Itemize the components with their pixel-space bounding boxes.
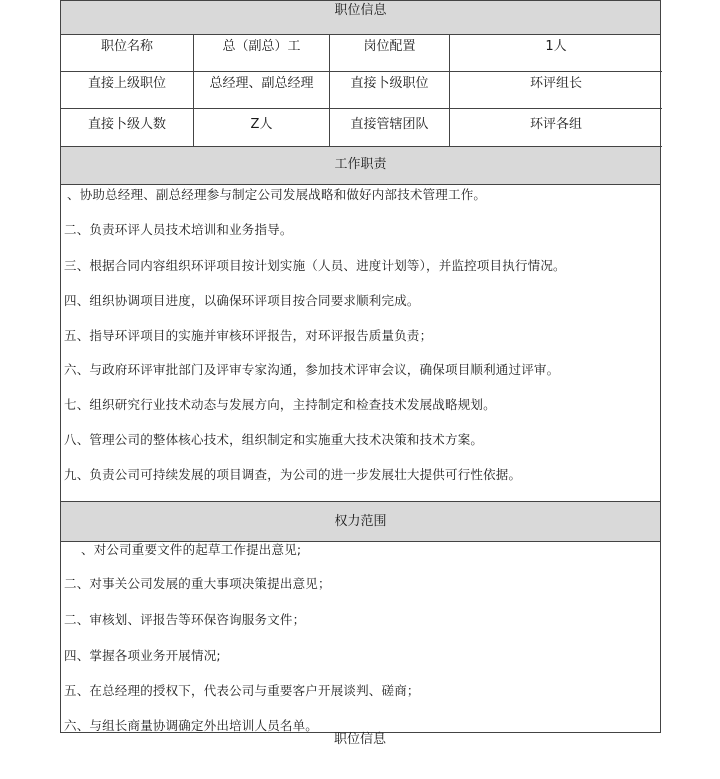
authority-item: 、对公司重要文件的起草工作提出意见; xyxy=(81,542,302,557)
label-managed-team: 直接管辖团队 xyxy=(330,109,450,147)
label-direct-subordinate: 直接卜级职位 xyxy=(330,72,450,109)
value-direct-subordinate: 环评组长 xyxy=(450,72,662,109)
position-info-table xyxy=(60,35,661,147)
authority-header xyxy=(60,501,661,542)
duty-item: 二、负责环评人员技术培训和业务指导。 xyxy=(64,222,293,237)
authority-item: 二、对事关公司发展的重大事项决策提出意见； xyxy=(64,576,331,591)
authority-item: 四、掌握各项业务开展情况; xyxy=(64,648,221,663)
label-position-name: 职位名称 xyxy=(61,35,194,72)
label-direct-superior: 直接上级职位 xyxy=(61,72,194,109)
value-subordinate-count: Z人 xyxy=(194,109,330,147)
duty-item: 、协助总经理、副总经理参与制定公司发展战略和做好内部技术管理工作。 xyxy=(67,187,487,202)
value-headcount: 1人 xyxy=(450,35,662,72)
duty-item: 六、与政府环评审批部门及评审专家沟通，参加技术评审会议，确保项目顺利通过评审。 xyxy=(64,362,560,377)
footer-caption: 职位信息 xyxy=(333,732,386,747)
duty-item: 九、负责公司可持续发展的项目调查，为公司的进一步发展壮大提供可行性依据。 xyxy=(64,467,522,482)
duty-item: 四、组织协调项目进度，以确保环评项目按合同要求顺利完成。 xyxy=(64,293,420,308)
value-managed-team: 环评各组 xyxy=(450,109,662,147)
label-subordinate-count: 直接卜级人数 xyxy=(61,109,194,147)
authority-item: 二、审核划、评报告等环保咨询服务文件； xyxy=(64,612,306,627)
duties-title: 工作职责 xyxy=(334,157,387,172)
authority-title: 权力范围 xyxy=(334,514,387,529)
authority-item: 六、与组长商量协调确定外出培训人员名单。 xyxy=(64,718,319,733)
duty-item: 八、管理公司的整体核心技术，组织制定和实施重大技术决策和技术方案。 xyxy=(64,432,484,447)
duties-header xyxy=(60,147,661,185)
position-info-title: 职位信息 xyxy=(334,3,387,18)
label-headcount: 岗位配置 xyxy=(330,35,450,72)
authority-item: 五、在总经理的授权下，代表公司与重要客户开展谈判、磋商； xyxy=(64,683,420,698)
duty-item: 三、根据合同内容组织环评项目按计划实施（人员、进度计划等），并监控项目执行情况。 xyxy=(64,258,566,273)
position-info-header xyxy=(60,0,661,35)
value-position-name: 总（副总）工 xyxy=(194,35,330,72)
authority-section xyxy=(60,542,661,733)
job-description-document xyxy=(60,0,661,733)
duty-item: 七、组织研究行业技术动态与发展方向，主持制定和检查技术发展战略规划。 xyxy=(64,397,496,412)
duty-item: 五、指导环评项目的实施并审核环评报告，对环评报告质量负责； xyxy=(64,328,433,343)
duties-section xyxy=(60,185,661,501)
value-direct-superior: 总经理、副总经理 xyxy=(194,72,330,109)
